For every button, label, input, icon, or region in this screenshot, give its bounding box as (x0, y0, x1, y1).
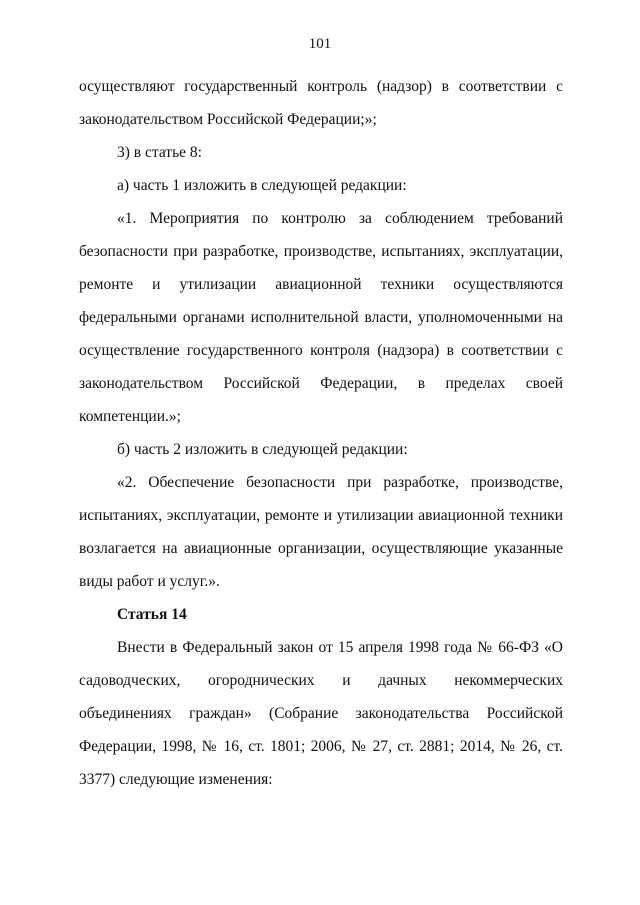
paragraph-subitem-b: б) часть 2 изложить в следующей редакции: (117, 441, 408, 458)
document-body (79, 70, 563, 796)
paragraph-continuation: осуществляют государственный контроль (надзор) в соответствии с законодательством Российской Федерации;»; (79, 78, 563, 128)
article-heading: Статья 14 (117, 606, 187, 623)
paragraph-item-3: 3) в статье 8: (117, 144, 202, 161)
paragraph-article-14: Внести в Федеральный закон от 15 апреля 1998 года № 66-ФЗ «О садоводческих, огороднических и дачных некоммерческих объединениях граждан» (Собрание законодательства Российской Федерации, 1998, № 16, ст. 1801; 2006, № 27, ст. 2881; 2014, № 26, ст. 3377) следующие изменения: (79, 639, 563, 788)
page-number: 101 (308, 36, 332, 52)
paragraph-subitem-a: а) часть 1 изложить в следующей редакции: (117, 177, 407, 194)
paragraph-quote-part-1: «1. Мероприятия по контролю за соблюдением требований безопасности при разработке, производстве, испытаниях, эксплуатации, ремонте и утилизации авиационной техники осуществляются федеральными органами исполнительной власти, уполномоченными на осуществление государственного контроля (надзора) в соответствии с законодательством Российской Федерации, в пределах своей компетенции.»; (79, 210, 563, 425)
paragraph-quote-part-2: «2. Обеспечение безопасности при разработке, производстве, испытаниях, эксплуатации, ремонте и утилизации авиационной техники возлагается на авиационные организации, осуществляющие указанные виды работ и услуг.». (79, 474, 563, 590)
